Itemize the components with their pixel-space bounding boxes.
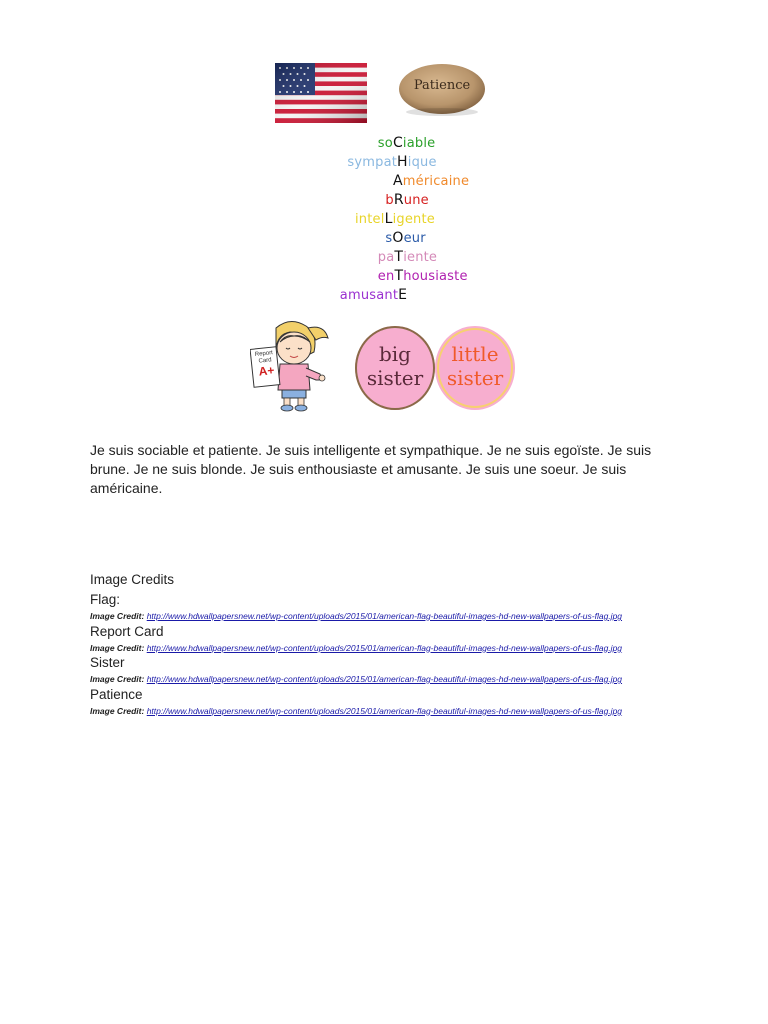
acrostic-prefix: pa	[377, 250, 395, 265]
credit-line	[90, 643, 622, 653]
report-card-text: Report	[254, 350, 274, 358]
credit-link[interactable]: http://www.hdwallpapersnew.net/wp-content/uploads/2015/01/american-flag-beautiful-images-hd-new-wallpapers-of-us-flag.jpg	[146, 642, 623, 653]
acrostic-prefix: amusant	[339, 288, 399, 303]
acrostic-prefix: en	[377, 269, 395, 284]
big-sister-line-2: sister	[366, 366, 424, 390]
acrostic-suffix: igente	[392, 212, 435, 227]
acrostic-suffix: méricaine	[402, 174, 470, 189]
credit-line	[90, 706, 622, 716]
big-sister-line-1: big	[378, 342, 411, 366]
big-sister-badge	[355, 326, 435, 410]
acrostic-line	[347, 154, 436, 171]
acrostic-prefix: intel	[355, 212, 385, 227]
patience-stone-label: Patience	[413, 78, 471, 93]
acrostic-line	[385, 192, 428, 209]
report-card-girl-image	[250, 318, 332, 412]
credit-line	[90, 674, 622, 684]
description-paragraph: Je suis sociable et patiente. Je suis intelligente et sympathique. Je ne suis egoïste. Je suis brune. Je ne suis blonde. Je suis enthousiaste et amusante. Je suis une soeur. Je suis américaine.	[90, 442, 652, 496]
acrostic-key-letter: H	[397, 154, 408, 170]
acrostic-key-letter: C	[392, 135, 403, 151]
credit-title: Sister	[90, 655, 125, 670]
credit-title: Patience	[90, 686, 143, 702]
credit-line	[90, 611, 622, 621]
credit-link[interactable]: http://www.hdwallpapersnew.net/wp-content/uploads/2015/01/american-flag-beautiful-images-hd-new-wallpapers-of-us-flag.jpg	[146, 705, 623, 716]
acrostic-suffix: ique	[407, 155, 437, 170]
acrostic-line	[355, 211, 435, 228]
credit-link[interactable]: http://www.hdwallpapersnew.net/wp-content/uploads/2015/01/american-flag-beautiful-images-hd-new-wallpapers-of-us-flag.jpg	[146, 674, 623, 684]
acrostic-line	[393, 173, 469, 190]
acrostic-line	[340, 287, 407, 304]
credit-title: Report Card	[90, 623, 164, 639]
little-sister-line-1: little	[451, 342, 499, 366]
acrostic-line	[378, 135, 436, 152]
acrostic-prefix: sympat	[347, 155, 398, 170]
report-card-grade: A+	[257, 363, 276, 379]
credit-label: Image Credit:	[90, 642, 145, 653]
credit-label: Image Credit:	[90, 611, 145, 621]
acrostic-line	[378, 268, 468, 285]
credit-title: Flag:	[90, 592, 121, 607]
acrostic-suffix: iente	[403, 250, 438, 265]
acrostic-key-letter: R	[393, 192, 404, 208]
american-flag-image	[275, 63, 367, 123]
acrostic-suffix: housiaste	[403, 269, 468, 284]
acrostic-suffix: iable	[402, 136, 436, 151]
little-sister-badge	[435, 326, 515, 410]
image-credits-heading: Image Credits	[90, 572, 175, 587]
acrostic-line	[385, 230, 425, 247]
credit-label: Image Credit:	[90, 674, 145, 684]
acrostic-suffix: eur	[403, 231, 426, 246]
acrostic-key-letter: A	[393, 173, 403, 189]
little-sister-line-2: sister	[446, 366, 504, 390]
acrostic-key-letter: T	[394, 249, 404, 265]
acrostic-prefix: so	[377, 136, 393, 151]
credit-link[interactable]: http://www.hdwallpapersnew.net/wp-content/uploads/2015/01/american-flag-beautiful-images-hd-new-wallpapers-of-us-flag.jpg	[146, 611, 623, 621]
patience-stone-image	[392, 58, 492, 120]
acrostic-key-letter: O	[392, 230, 404, 246]
acrostic-prefix: b	[385, 193, 394, 208]
acrostic-key-letter: L	[384, 211, 393, 227]
acrostic-key-letter: E	[398, 287, 408, 303]
acrostic-prefix: s	[385, 231, 393, 246]
acrostic-line	[378, 249, 437, 266]
report-card-text-2: Card	[258, 357, 272, 365]
acrostic-suffix: une	[403, 193, 429, 208]
credit-label: Image Credit:	[90, 705, 145, 716]
acrostic-key-letter: T	[394, 268, 404, 284]
